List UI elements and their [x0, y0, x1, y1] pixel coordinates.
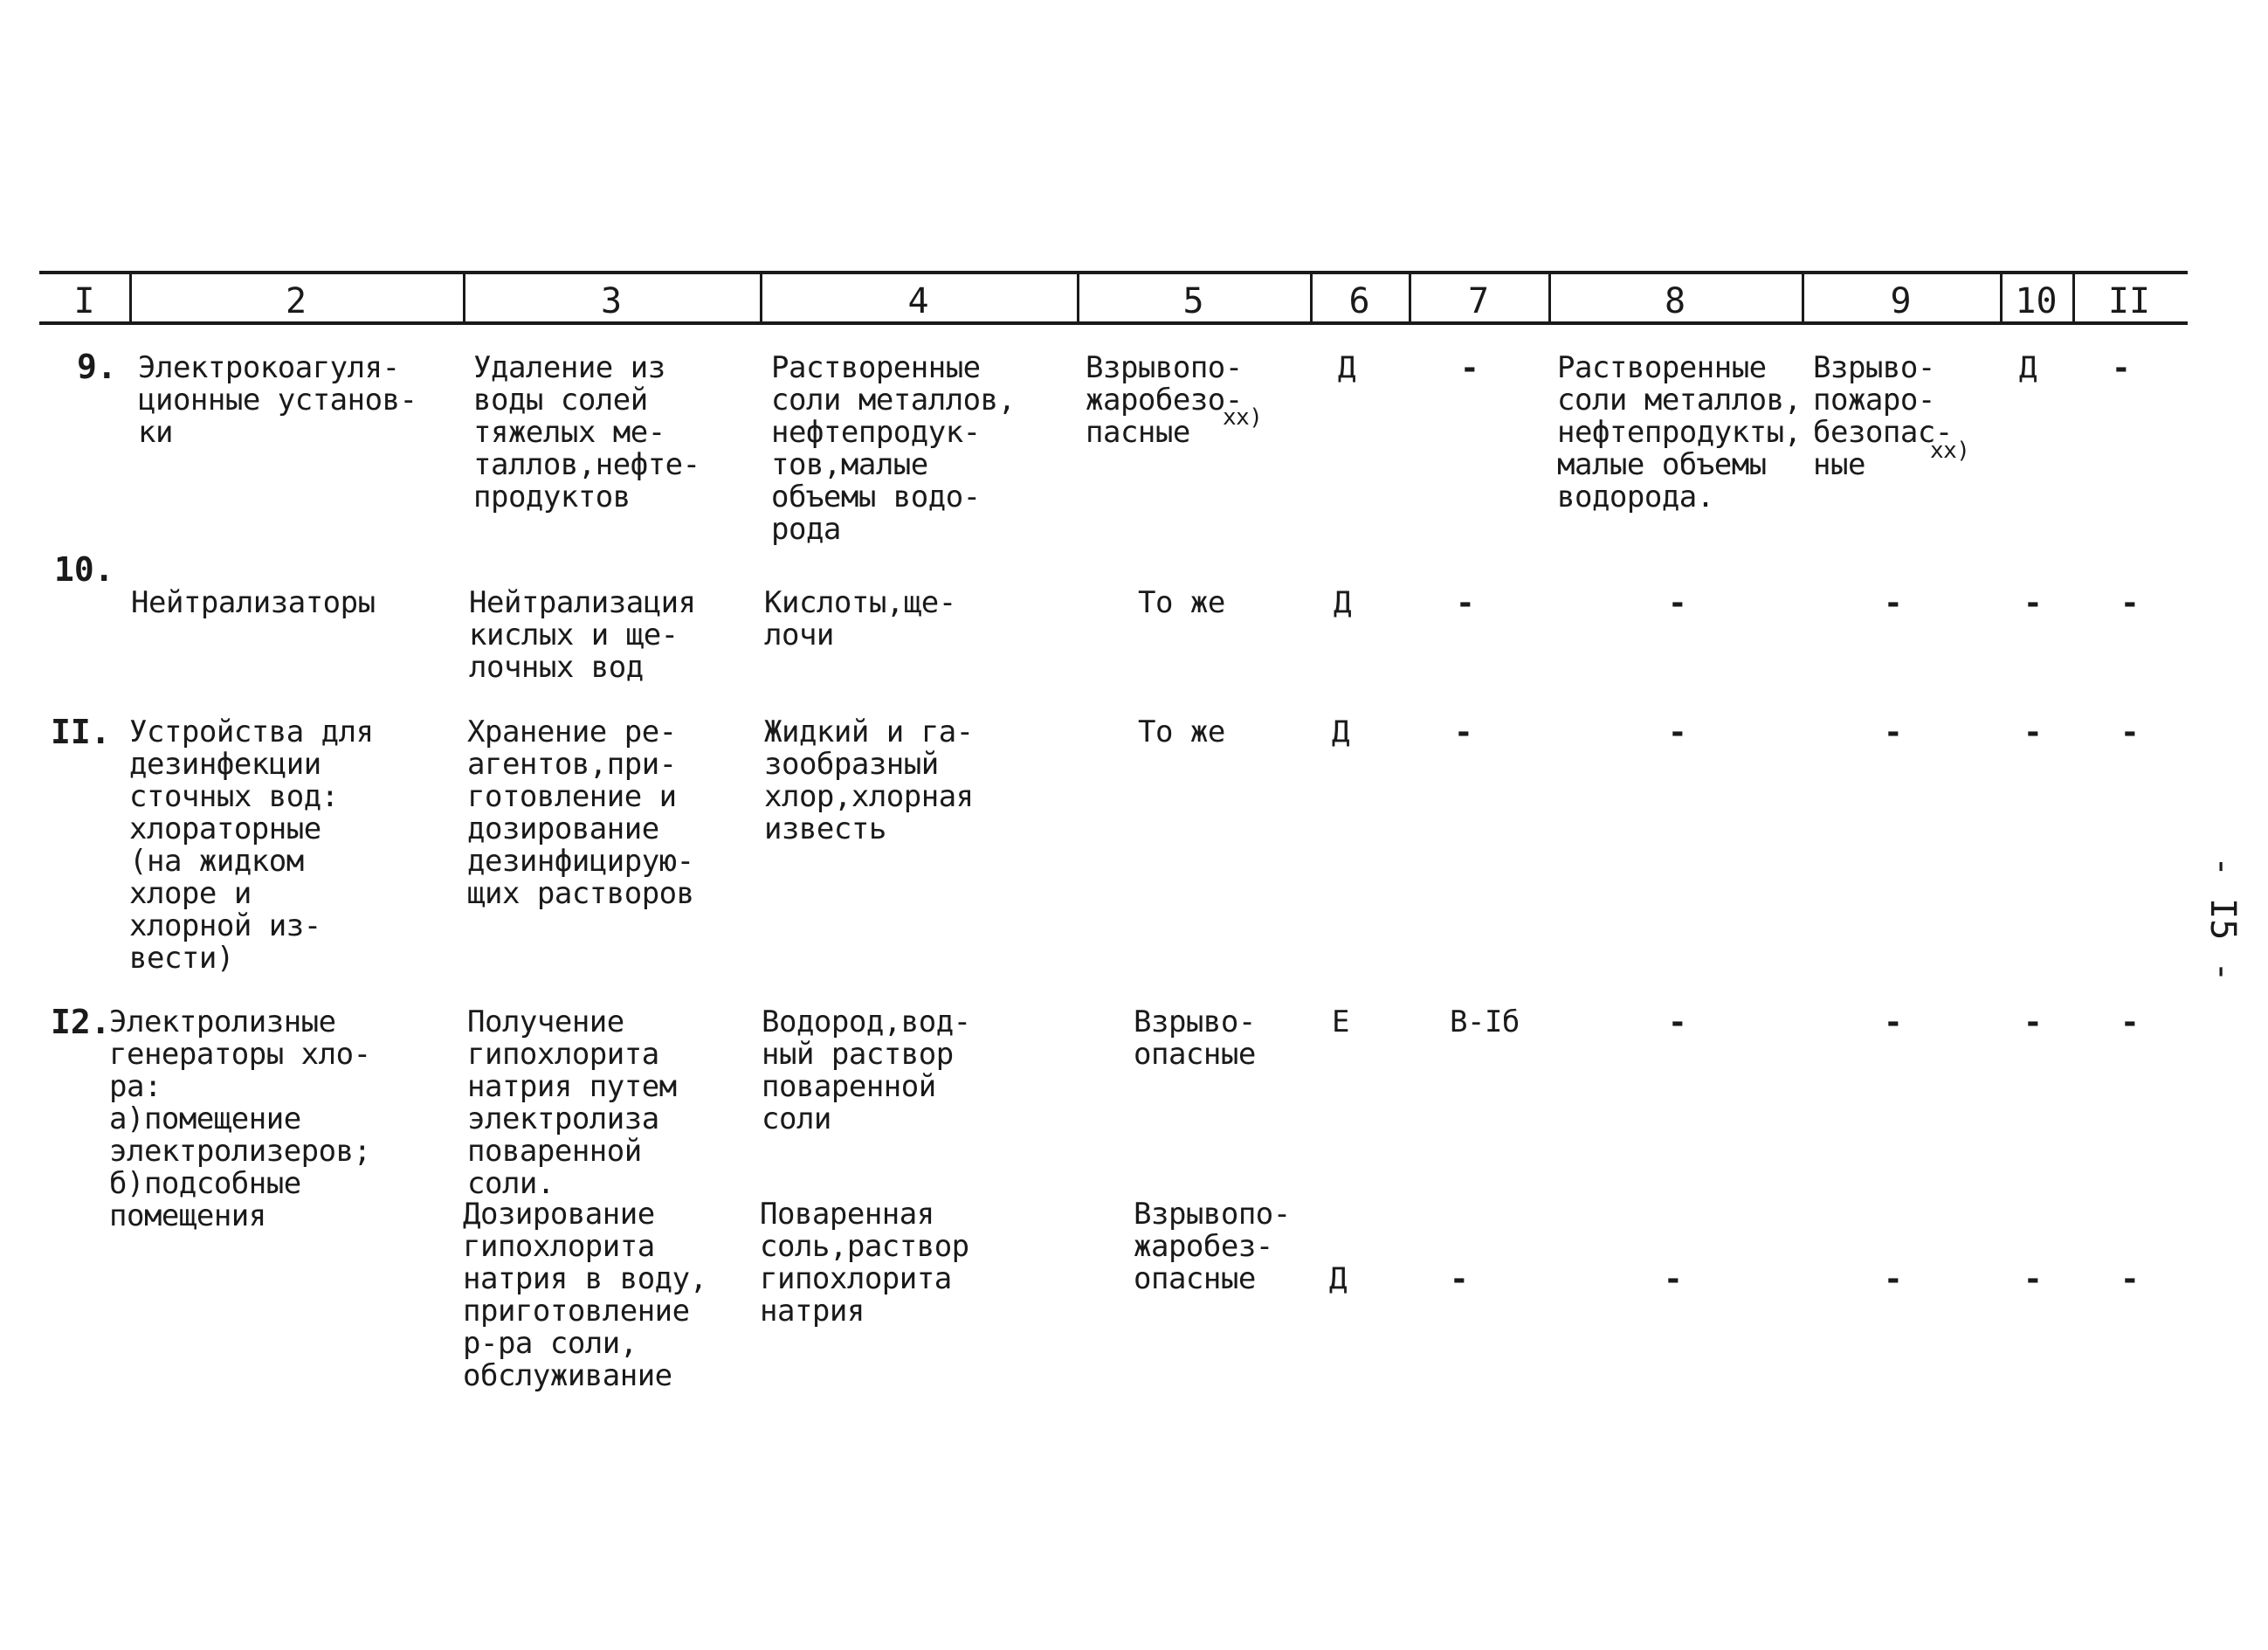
- header-bottom-rule: [39, 321, 2188, 325]
- row-category-a: Взрыво- опасные: [1134, 1004, 1256, 1072]
- row-col7-b: -: [1450, 1261, 1469, 1297]
- row-col8: Растворенные соли металлов, нефтепродукты, малые объемы водорода.: [1557, 350, 1802, 514]
- row-substances: Жидкий и га- зообразный хлор,хлорная известь: [764, 715, 974, 846]
- row-col10: Д: [2019, 350, 2037, 385]
- row-col8: -: [1668, 585, 1687, 621]
- header-col-5: 5: [1182, 281, 1204, 321]
- row-col6-b: Д: [1329, 1261, 1347, 1296]
- row-name: Электрокоагуля- ционные установ- ки: [138, 350, 417, 450]
- row-col8-a: -: [1668, 1004, 1687, 1040]
- row-col9: Взрыво- пожаро- безопас- ные: [1813, 350, 1953, 482]
- row-col9-a: -: [1884, 1004, 1903, 1040]
- row-col6: Д: [1334, 585, 1351, 620]
- row-col7: -: [1454, 715, 1473, 750]
- row-col8-b: -: [1664, 1261, 1683, 1297]
- header-top-rule: [39, 271, 2188, 274]
- row-col7-a: В-Iб: [1450, 1004, 1520, 1039]
- row-col9-b: -: [1884, 1261, 1903, 1297]
- row-category: То же: [1138, 585, 1225, 620]
- row-category-b: Взрывопо- жаробез- опасные: [1134, 1197, 1291, 1296]
- row-col11: -: [2120, 715, 2140, 750]
- row-process: Нейтрализация кислых и ще- лочных вод: [469, 585, 696, 685]
- row-number: 9.: [77, 348, 117, 386]
- row-col6-a: Е: [1332, 1004, 1349, 1039]
- row-col10-a: -: [2023, 1004, 2043, 1040]
- row-col11: -: [2112, 350, 2131, 386]
- row-col11: -: [2120, 585, 2140, 621]
- col9-footnote: хх): [1930, 438, 1970, 464]
- header-col-10: 10: [2015, 281, 2058, 321]
- row-name: Устройства для дезинфекции сточных вод: хлораторные (на жидком хлоре и хлорной из- вести): [129, 715, 374, 976]
- header-col-1: I: [73, 281, 95, 321]
- row-process: Хранение ре- агентов,при- готовление и дозирование дезинфицирую- щих растворов: [467, 715, 694, 911]
- row-substances: Растворенные соли металлов, нефтепродук- тов,малые объемы водо- рода: [771, 350, 1016, 547]
- header-col-9: 9: [1890, 281, 1912, 321]
- row-name: Нейтрализаторы: [131, 585, 376, 620]
- row-col9: -: [1884, 585, 1903, 621]
- row-col8: -: [1668, 715, 1687, 750]
- row-substances-b: Поваренная соль,раствор гипохлорита натрия: [760, 1197, 969, 1329]
- row-col10-b: -: [2023, 1261, 2043, 1297]
- row-process-b: Дозирование гипохлорита натрия в воду, приготовление р-ра соли, обслуживание: [463, 1197, 707, 1393]
- row-category: То же: [1138, 715, 1225, 749]
- row-number: 10.: [54, 550, 114, 589]
- page-number: - I5 -: [2203, 856, 2243, 983]
- row-col11-a: -: [2120, 1004, 2140, 1040]
- header-col-6: 6: [1348, 281, 1370, 321]
- row-substances-a: Водород,вод- ный раствор поваренной соли: [762, 1004, 971, 1136]
- row-number: II.: [51, 713, 111, 751]
- row-number: I2.: [51, 1003, 111, 1041]
- row-col7: -: [1456, 585, 1475, 621]
- row-col7: -: [1460, 350, 1479, 386]
- row-col6: Д: [1338, 350, 1355, 385]
- header-col-11: II: [2107, 281, 2151, 321]
- header-col-7: 7: [1467, 281, 1490, 321]
- header-col-8: 8: [1664, 281, 1686, 321]
- category-footnote: хх): [1223, 404, 1263, 431]
- header-col-2: 2: [285, 281, 307, 321]
- row-col9: -: [1884, 715, 1903, 750]
- row-process-a: Получение гипохлорита натрия путем электролиза поваренной соли.: [467, 1004, 677, 1201]
- header-col-4: 4: [907, 281, 929, 321]
- row-process: Удаление из воды солей тяжелых ме- таллов,нефте- продуктов: [473, 350, 700, 514]
- row-substances: Кислоты,ще- лочи: [764, 585, 956, 652]
- row-col10: -: [2023, 715, 2043, 750]
- header-col-3: 3: [600, 281, 623, 321]
- row-col11-b: -: [2120, 1261, 2140, 1297]
- row-col6: Д: [1332, 715, 1349, 749]
- row-category: Взрывопо- жаробезо- пасные: [1086, 350, 1243, 450]
- row-col10: -: [2023, 585, 2043, 621]
- row-name: Электролизные генераторы хло- ра: а)помещение электролизеров; б)подсобные помещения: [109, 1004, 371, 1233]
